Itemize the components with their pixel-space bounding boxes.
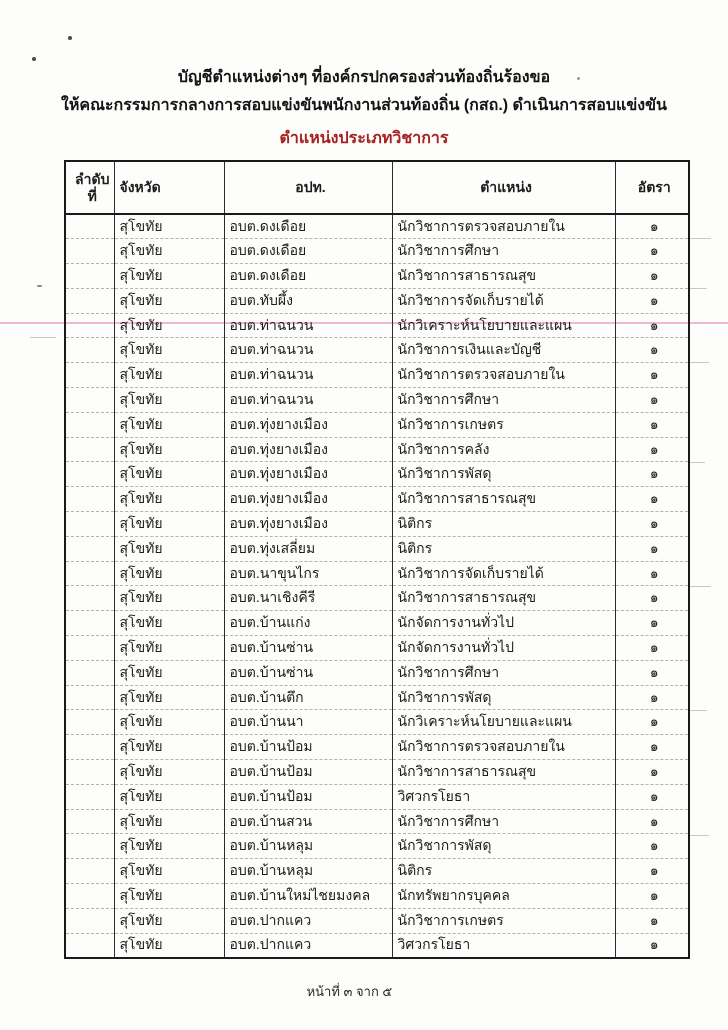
cell-local-org: อบต.ท่าฉนวน bbox=[224, 363, 392, 388]
cell-order-number bbox=[65, 660, 114, 685]
cell-order-number bbox=[65, 735, 114, 760]
cell-rate: ๑ bbox=[615, 512, 689, 537]
cell-province: สุโขทัย bbox=[114, 313, 224, 338]
table-row bbox=[65, 859, 689, 884]
table-row bbox=[65, 239, 689, 264]
cell-province: สุโขทัย bbox=[114, 512, 224, 537]
cell-province: สุโขทัย bbox=[114, 834, 224, 859]
cell-local-org: อบต.ท่าฉนวน bbox=[224, 313, 392, 338]
cell-position: นักวิชาการตรวจสอบภายใน bbox=[392, 214, 615, 239]
cell-local-org: อบต.บ้านซ่าน bbox=[224, 660, 392, 685]
cell-local-org: อบต.ทุ่งยางเมือง bbox=[224, 412, 392, 437]
scan-speck bbox=[37, 285, 42, 287]
cell-province: สุโขทัย bbox=[114, 586, 224, 611]
table-row bbox=[65, 487, 689, 512]
table-row bbox=[65, 437, 689, 462]
cell-local-org: อบต.ปากแคว bbox=[224, 933, 392, 958]
scan-dash bbox=[689, 835, 709, 836]
cell-rate: ๑ bbox=[615, 462, 689, 487]
table-row bbox=[65, 760, 689, 785]
table-row bbox=[65, 735, 689, 760]
cell-position: นักวิชาการเงินและบัญชี bbox=[392, 338, 615, 363]
cell-order-number bbox=[65, 239, 114, 264]
cell-order-number bbox=[65, 710, 114, 735]
cell-position: นักวิชาการคลัง bbox=[392, 437, 615, 462]
cell-order-number bbox=[65, 412, 114, 437]
cell-local-org: อบต.ปากแคว bbox=[224, 908, 392, 933]
cell-position: นักวิชาการเกษตร bbox=[392, 908, 615, 933]
cell-province: สุโขทัย bbox=[114, 437, 224, 462]
cell-local-org: อบต.บ้านสวน bbox=[224, 809, 392, 834]
table-row bbox=[65, 809, 689, 834]
cell-rate: ๑ bbox=[615, 338, 689, 363]
cell-order-number bbox=[65, 784, 114, 809]
table-row bbox=[65, 388, 689, 413]
cell-province: สุโขทัย bbox=[114, 264, 224, 289]
cell-rate: ๑ bbox=[615, 636, 689, 661]
cell-province: สุโขทัย bbox=[114, 636, 224, 661]
table-row bbox=[65, 214, 689, 239]
cell-province: สุโขทัย bbox=[114, 784, 224, 809]
table-header bbox=[65, 161, 689, 214]
cell-order-number bbox=[65, 512, 114, 537]
cell-local-org: อบต.นาเชิงคีรี bbox=[224, 586, 392, 611]
cell-local-org: อบต.ทุ่งยางเมือง bbox=[224, 512, 392, 537]
cell-local-org: อบต.ทุ่งยางเมือง bbox=[224, 437, 392, 462]
header-local-org: อปท. bbox=[224, 161, 392, 214]
cell-local-org: อบต.บ้านตึก bbox=[224, 685, 392, 710]
cell-rate: ๑ bbox=[615, 784, 689, 809]
cell-local-org: อบต.ดงเดือย bbox=[224, 264, 392, 289]
table-row bbox=[65, 636, 689, 661]
cell-order-number bbox=[65, 685, 114, 710]
table-row bbox=[65, 536, 689, 561]
cell-order-number bbox=[65, 462, 114, 487]
cell-province: สุโขทัย bbox=[114, 288, 224, 313]
cell-province: สุโขทัย bbox=[114, 933, 224, 958]
cell-position: นักวิชาการศึกษา bbox=[392, 809, 615, 834]
cell-local-org: อบต.บ้านหลุม bbox=[224, 859, 392, 884]
cell-position: นักวิชาการจัดเก็บรายได้ bbox=[392, 561, 615, 586]
cell-province: สุโขทัย bbox=[114, 388, 224, 413]
table-row bbox=[65, 512, 689, 537]
header-order-line1: ลำดับ bbox=[75, 171, 110, 188]
cell-order-number bbox=[65, 760, 114, 785]
cell-order-number bbox=[65, 487, 114, 512]
cell-local-org: อบต.บ้านซ่าน bbox=[224, 636, 392, 661]
cell-province: สุโขทัย bbox=[114, 884, 224, 909]
header-order-line2: ที่ bbox=[87, 187, 97, 204]
cell-local-org: อบต.ท่าฉนวน bbox=[224, 338, 392, 363]
table-row bbox=[65, 363, 689, 388]
cell-province: สุโขทัย bbox=[114, 462, 224, 487]
cell-province: สุโขทัย bbox=[114, 611, 224, 636]
cell-order-number bbox=[65, 933, 114, 958]
document-title-line1: บัญชีตำแหน่งต่างๆ ที่องค์กรปกครองส่วนท้องถิ่นร้องขอ bbox=[177, 69, 551, 86]
cell-rate: ๑ bbox=[615, 487, 689, 512]
header-position: ตำแหน่ง bbox=[392, 161, 615, 214]
cell-local-org: อบต.ทุ่งยางเมือง bbox=[224, 462, 392, 487]
cell-local-org: อบต.บ้านป้อม bbox=[224, 735, 392, 760]
cell-position: นักวิชาการศึกษา bbox=[392, 239, 615, 264]
cell-local-org: อบต.ดงเดือย bbox=[224, 214, 392, 239]
cell-position: นักวิชาการพัสดุ bbox=[392, 834, 615, 859]
header-order-number bbox=[65, 161, 114, 214]
cell-position: นักวิชาการพัสดุ bbox=[392, 462, 615, 487]
cell-order-number bbox=[65, 636, 114, 661]
cell-province: สุโขทัย bbox=[114, 760, 224, 785]
table-row bbox=[65, 313, 689, 338]
table-header-row bbox=[65, 161, 689, 214]
cell-order-number bbox=[65, 363, 114, 388]
cell-province: สุโขทัย bbox=[114, 859, 224, 884]
cell-rate: ๑ bbox=[615, 933, 689, 958]
cell-rate: ๑ bbox=[615, 536, 689, 561]
table-row bbox=[65, 338, 689, 363]
cell-position: นักวิชาการตรวจสอบภายใน bbox=[392, 363, 615, 388]
cell-province: สุโขทัย bbox=[114, 710, 224, 735]
cell-local-org: อบต.ดงเดือย bbox=[224, 239, 392, 264]
header-province: จังหวัด bbox=[114, 161, 224, 214]
cell-position: นักวิชาการพัสดุ bbox=[392, 685, 615, 710]
cell-order-number bbox=[65, 338, 114, 363]
cell-order-number bbox=[65, 536, 114, 561]
cell-province: สุโขทัย bbox=[114, 214, 224, 239]
cell-province: สุโขทัย bbox=[114, 908, 224, 933]
cell-order-number bbox=[65, 561, 114, 586]
cell-order-number bbox=[65, 264, 114, 289]
cell-rate: ๑ bbox=[615, 809, 689, 834]
cell-order-number bbox=[65, 859, 114, 884]
table-row bbox=[65, 710, 689, 735]
table-row bbox=[65, 884, 689, 909]
cell-rate: ๑ bbox=[615, 388, 689, 413]
table-row bbox=[65, 264, 689, 289]
cell-order-number bbox=[65, 388, 114, 413]
document-title-line2: ให้คณะกรรมการกลางการสอบแข่งขันพนักงานส่วนท้องถิ่น (กสถ.) ดำเนินการสอบแข่งขัน bbox=[61, 97, 667, 114]
cell-position: นักวิชาการสาธารณสุข bbox=[392, 264, 615, 289]
cell-position: นักจัดการงานทั่วไป bbox=[392, 611, 615, 636]
cell-rate: ๑ bbox=[615, 264, 689, 289]
cell-local-org: อบต.บ้านป้อม bbox=[224, 760, 392, 785]
scan-dash bbox=[30, 337, 56, 338]
table-row bbox=[65, 561, 689, 586]
scan-dash bbox=[689, 710, 707, 711]
position-request-table bbox=[64, 160, 690, 959]
table-row bbox=[65, 908, 689, 933]
cell-rate: ๑ bbox=[615, 586, 689, 611]
cell-rate: ๑ bbox=[615, 561, 689, 586]
scan-dash bbox=[689, 362, 709, 363]
cell-local-org: อบต.ทุ่งเสลี่ยม bbox=[224, 536, 392, 561]
cell-position: นักวิชาการศึกษา bbox=[392, 660, 615, 685]
position-category-label: ตำแหน่งประเภทวิชาการ bbox=[279, 130, 449, 147]
cell-province: สุโขทัย bbox=[114, 660, 224, 685]
cell-province: สุโขทัย bbox=[114, 338, 224, 363]
cell-order-number bbox=[65, 437, 114, 462]
cell-order-number bbox=[65, 834, 114, 859]
cell-rate: ๑ bbox=[615, 239, 689, 264]
cell-local-org: อบต.บ้านป้อม bbox=[224, 784, 392, 809]
cell-local-org: อบต.นาขุนไกร bbox=[224, 561, 392, 586]
cell-local-org: อบต.บ้านนา bbox=[224, 710, 392, 735]
cell-position: นักทรัพยากรบุคคล bbox=[392, 884, 615, 909]
scan-dash bbox=[689, 462, 705, 463]
cell-position: นักวิชาการตรวจสอบภายใน bbox=[392, 735, 615, 760]
cell-rate: ๑ bbox=[615, 313, 689, 338]
document-header bbox=[0, 70, 728, 151]
cell-rate: ๑ bbox=[615, 214, 689, 239]
cell-local-org: อบต.ทับผึ้ง bbox=[224, 288, 392, 313]
cell-position: นิติกร bbox=[392, 536, 615, 561]
table-row bbox=[65, 462, 689, 487]
cell-province: สุโขทัย bbox=[114, 685, 224, 710]
cell-position: นักวิเคราะห์นโยบายและแผน bbox=[392, 710, 615, 735]
cell-rate: ๑ bbox=[615, 834, 689, 859]
table-row bbox=[65, 586, 689, 611]
cell-order-number bbox=[65, 586, 114, 611]
cell-province: สุโขทัย bbox=[114, 561, 224, 586]
cell-local-org: อบต.บ้านหลุม bbox=[224, 834, 392, 859]
cell-rate: ๑ bbox=[615, 735, 689, 760]
cell-position: นิติกร bbox=[392, 512, 615, 537]
cell-position: นิติกร bbox=[392, 859, 615, 884]
scan-dash bbox=[689, 238, 711, 239]
scan-dash bbox=[689, 586, 711, 587]
table-row bbox=[65, 834, 689, 859]
header-rate: อัตรา bbox=[615, 161, 689, 214]
cell-local-org: อบต.บ้านแก่ง bbox=[224, 611, 392, 636]
cell-province: สุโขทัย bbox=[114, 363, 224, 388]
cell-province: สุโขทัย bbox=[114, 809, 224, 834]
cell-position: นักวิชาการสาธารณสุข bbox=[392, 487, 615, 512]
cell-order-number bbox=[65, 884, 114, 909]
cell-position: วิศวกรโยธา bbox=[392, 784, 615, 809]
cell-order-number bbox=[65, 313, 114, 338]
table-row bbox=[65, 611, 689, 636]
cell-position: นักวิชาการศึกษา bbox=[392, 388, 615, 413]
cell-rate: ๑ bbox=[615, 685, 689, 710]
cell-rate: ๑ bbox=[615, 288, 689, 313]
cell-position: นักวิชาการสาธารณสุข bbox=[392, 586, 615, 611]
table-row bbox=[65, 288, 689, 313]
cell-rate: ๑ bbox=[615, 859, 689, 884]
table-row bbox=[65, 685, 689, 710]
cell-rate: ๑ bbox=[615, 437, 689, 462]
cell-position: นักวิชาการสาธารณสุข bbox=[392, 760, 615, 785]
table-row bbox=[65, 784, 689, 809]
cell-province: สุโขทัย bbox=[114, 412, 224, 437]
cell-order-number bbox=[65, 908, 114, 933]
cell-local-org: อบต.ท่าฉนวน bbox=[224, 388, 392, 413]
cell-rate: ๑ bbox=[615, 760, 689, 785]
scan-speck bbox=[32, 57, 36, 61]
cell-rate: ๑ bbox=[615, 660, 689, 685]
scan-dash bbox=[689, 288, 707, 289]
cell-province: สุโขทัย bbox=[114, 487, 224, 512]
page-number-footer: หน้าที่ ๓ จาก ๕ bbox=[306, 984, 393, 999]
cell-order-number bbox=[65, 611, 114, 636]
cell-rate: ๑ bbox=[615, 611, 689, 636]
cell-position: วิศวกรโยธา bbox=[392, 933, 615, 958]
table-row bbox=[65, 412, 689, 437]
table-row bbox=[65, 660, 689, 685]
cell-province: สุโขทัย bbox=[114, 239, 224, 264]
cell-rate: ๑ bbox=[615, 363, 689, 388]
cell-position: นักจัดการงานทั่วไป bbox=[392, 636, 615, 661]
cell-position: นักวิชาการเกษตร bbox=[392, 412, 615, 437]
cell-rate: ๑ bbox=[615, 710, 689, 735]
cell-province: สุโขทัย bbox=[114, 536, 224, 561]
table-row bbox=[65, 933, 689, 958]
cell-order-number bbox=[65, 288, 114, 313]
cell-rate: ๑ bbox=[615, 884, 689, 909]
cell-province: สุโขทัย bbox=[114, 735, 224, 760]
cell-rate: ๑ bbox=[615, 412, 689, 437]
cell-position: นักวิชาการจัดเก็บรายได้ bbox=[392, 288, 615, 313]
scan-speck bbox=[68, 36, 72, 40]
cell-rate: ๑ bbox=[615, 908, 689, 933]
table-body bbox=[65, 214, 689, 958]
cell-order-number bbox=[65, 214, 114, 239]
cell-local-org: อบต.ทุ่งยางเมือง bbox=[224, 487, 392, 512]
cell-position: นักวิเคราะห์นโยบายและแผน bbox=[392, 313, 615, 338]
cell-local-org: อบต.บ้านใหม่ไชยมงคล bbox=[224, 884, 392, 909]
cell-order-number bbox=[65, 809, 114, 834]
